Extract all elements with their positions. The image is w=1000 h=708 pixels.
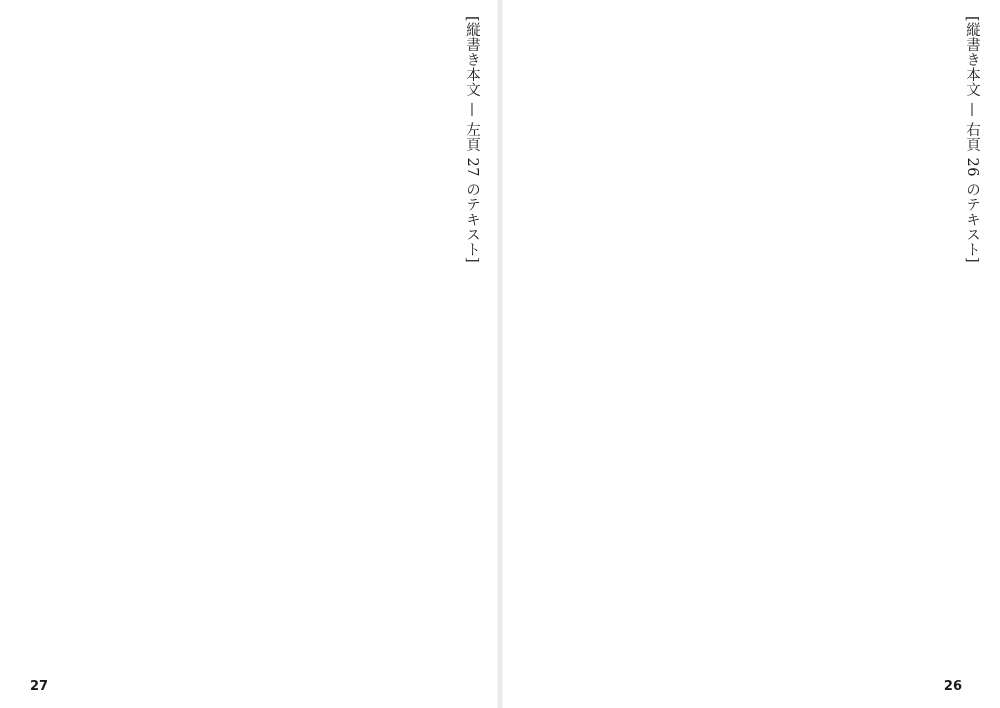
left-page-number: 27 <box>30 679 49 694</box>
right-page-body-text: [縦書き本文 — 右頁 26 のテキスト] <box>964 16 980 264</box>
right-page-number: 26 <box>943 679 962 694</box>
left-page-body-text: [縦書き本文 — 左頁 27 のテキスト] <box>464 16 480 264</box>
right-page <box>500 0 1000 708</box>
